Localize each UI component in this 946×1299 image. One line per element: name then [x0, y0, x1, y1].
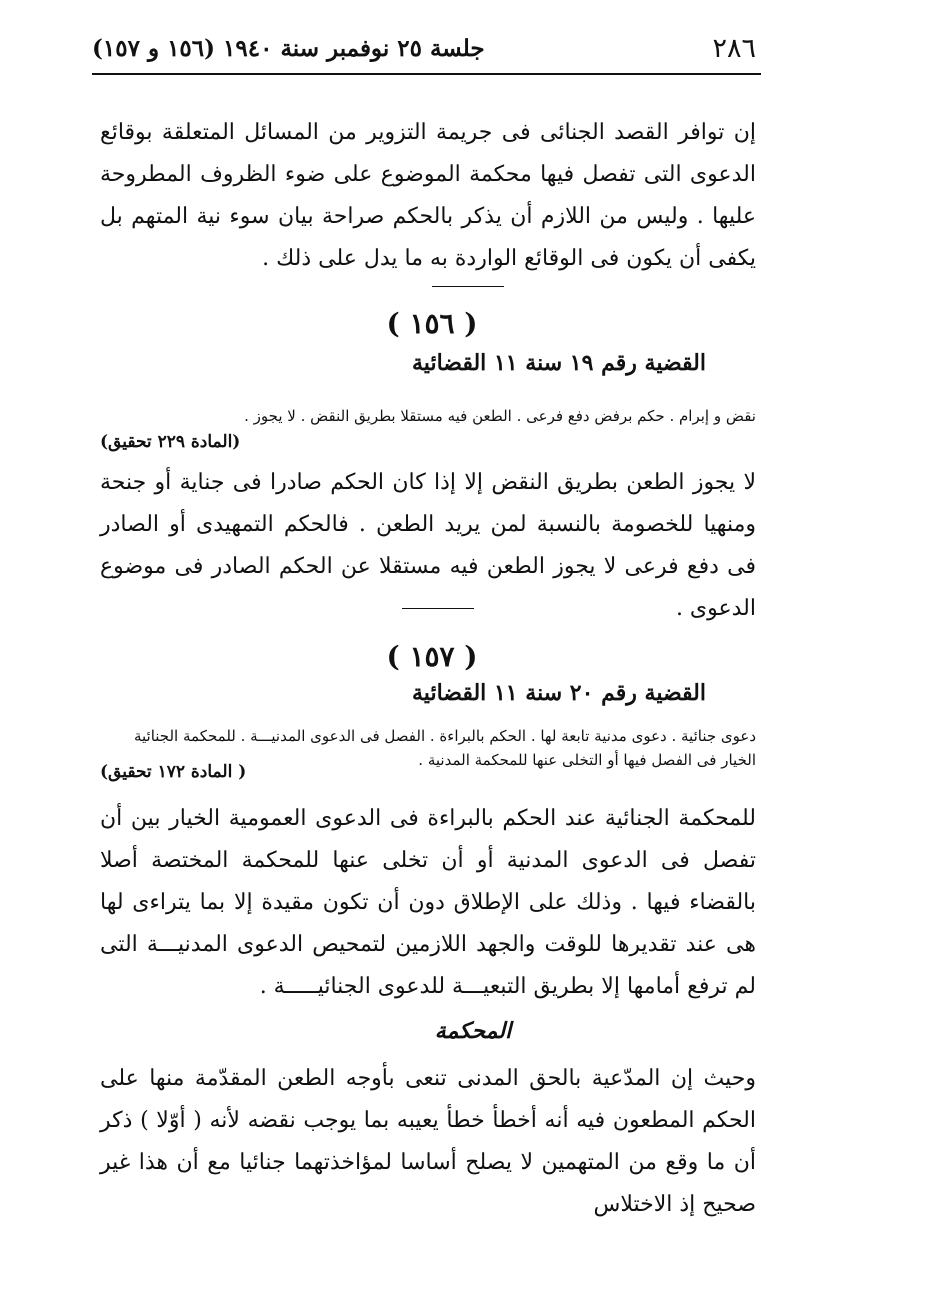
- article-reference-157: ( المادة ١٧٢ تحقيق): [100, 762, 247, 782]
- case-title-156: القضية رقم ١٩ سنة ١١ القضائية: [412, 350, 706, 376]
- session-title: جلسة ٢٥ نوفمبر سنة ١٩٤٠ (١٥٦ و ١٥٧): [92, 34, 485, 62]
- case-keywords-156: نقض و إبرام . حكم برفض دفع فرعى . الطعن فيه مستقلا بطريق النقض . لا يجوز .: [244, 407, 756, 425]
- case-number-156: ( ١٥٦ ): [386, 307, 478, 340]
- header-rule: [92, 73, 761, 75]
- case-keywords-157: دعوى جنائية . دعوى مدنية تابعة لها . الحكم بالبراءة . الفصل فى الدعوى المدنيـــة . للمحكمة الجنائية الخيار فى الفصل فيها أو التخلى عنها للمحكمة المدنية .: [133, 727, 756, 769]
- running-header: [92, 28, 756, 68]
- case-title-157: القضية رقم ٢٠ سنة ١١ القضائية: [412, 680, 706, 706]
- case-summary-156: لا يجوز الطعن بطريق النقض إلا إذا كان الحكم صادرا فى جناية أو جنحة ومنهيا للخصومة بالنسبة لمن يريد الطعن . فالحكم التمهيدى أو الصادر فى دفع فرعى لا يجوز الطعن فيه مستقلا عن الحكم الصادر فى موضوع الدعوى .: [100, 470, 756, 621]
- section-divider: [402, 608, 474, 609]
- page-number: ٢٨٦: [712, 32, 756, 64]
- ruling-paragraph: وحيث إن المدّعية بالحق المدنى تنعى بأوجه الطعن المقدّمة منها على الحكم المطعون فيه أنه أخطأ خطأ يعيبه بما يوجب نقضه لأنه ( أوّلا ) ذكر أن ما وقع من المتهمين لا يصلح أساسا لمؤاخذتهما جنائيا مع أن هذا غير صحيح إذ الاختلاس: [100, 1066, 756, 1217]
- case-number-157: ( ١٥٧ ): [386, 640, 478, 673]
- section-divider: [432, 286, 504, 287]
- court-heading: المحكمة: [434, 1018, 512, 1044]
- case-summary-157: للمحكمة الجنائية عند الحكم بالبراءة فى الدعوى العمومية الخيار بين أن تفصل فى الدعوى المدنية أو أن تخلى عنها للمحكمة المختصة أصلا بالقضاء فيها . وذلك على الإطلاق دون أن تكون مقيدة إلا بما يتراءى لها هى عند تقديرها للوقت والجهد اللازمين لتمحيص الدعوى المدنيـــة التى لم ترفع أمامها إلا بطريق التبعيـــة للدعوى الجنائيـــــة .: [100, 806, 756, 999]
- article-reference-156: (المادة ٢٢٩ تحقيق): [100, 432, 241, 452]
- intro-paragraph: إن توافر القصد الجنائى فى جريمة التزوير من المسائل المتعلقة بوقائع الدعوى التى تفصل فيها محكمة الموضوع على ضوء الظروف المطروحة عليها . وليس من اللازم أن يذكر بالحكم صراحة بيان سوء نية المتهم بل يكفى أن يكون فى الوقائع الواردة به ما يدل على ذلك .: [100, 120, 756, 271]
